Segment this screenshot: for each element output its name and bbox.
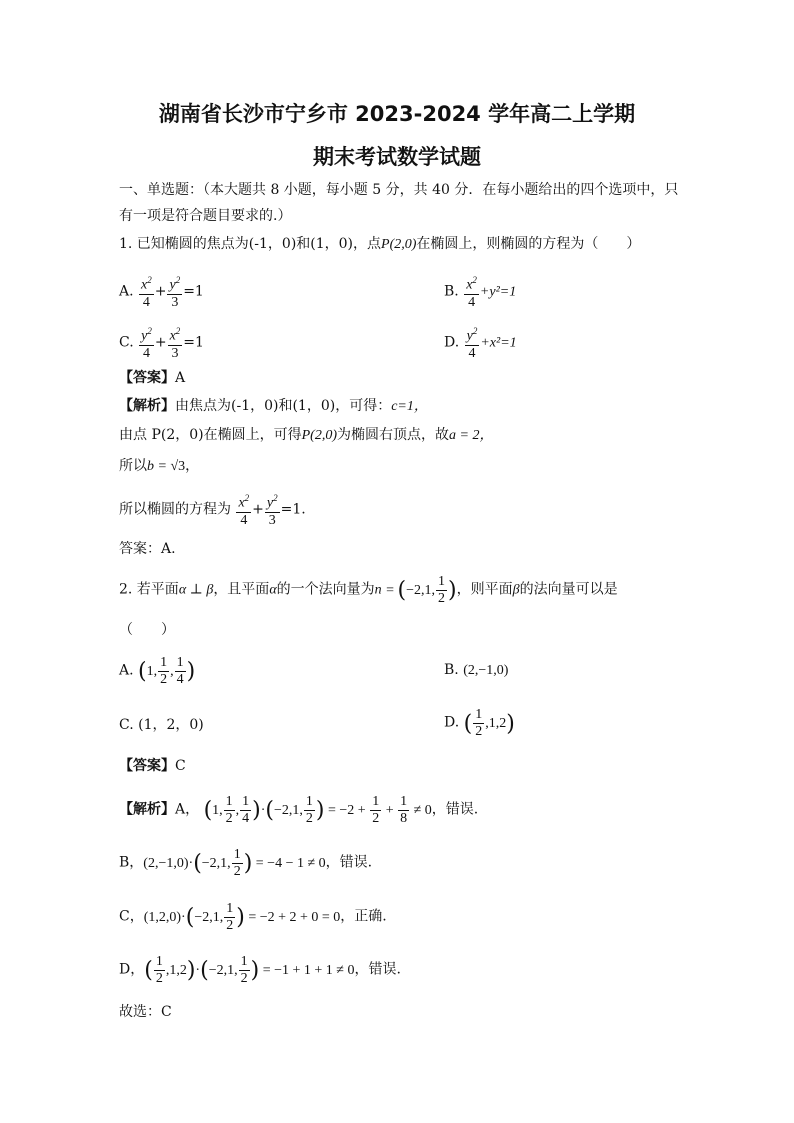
q2-paren: （ ） [119,622,175,638]
option-label: C. [119,334,134,351]
q2-stem: 2. 若平面α ⊥ β，且平面α的一个法向量为n = (−2,1, $\frac{1}{2}$ )，则平面β的法向量可以是 [119,574,618,606]
analysis-math: b = [147,459,171,474]
q1-analysis-line-1 [119,397,428,416]
fraction: $\frac{1}{2}$ [438,574,446,606]
fraction: $\frac{1}{2}$ [160,655,168,687]
fraction: $\frac{y^2}{4}$ [139,323,154,362]
analysis-text: 为椭圆右顶点，故 [337,427,449,443]
stem-text: 的法向量可以是 [519,581,618,598]
analysis-math: a = 2， [449,428,494,443]
fraction: $\frac{y^2}{3}$ [167,272,182,311]
answer-value: C [175,758,186,774]
q2-final: 故选：C [119,1004,172,1020]
stem-text: 2. 若平面 [119,581,179,598]
title-line-2: 期末考试数学试题 [313,145,481,169]
analysis-math: c=1， [391,399,428,414]
fraction: $\frac{x^2}{4}$ [139,272,154,311]
analysis-label: 【解析】 [119,398,175,414]
q2-option-b [444,662,508,679]
q2-option-c [119,716,204,734]
analysis-text: 由点 P(2，0)在椭圆上，可得 [119,427,302,443]
analysis-text: ， [185,458,200,474]
q1-stem [119,235,640,254]
q2-answer [119,757,186,775]
analysis-text: =1. [280,501,306,518]
fraction: $\frac{x^2}{4}$ [464,272,479,311]
analysis-text: ，错误. [325,854,373,871]
option-label: B. [444,283,459,300]
fraction: $\frac{y^2}{4}$ [465,323,480,362]
title-line-1: 湖南省长沙市宁乡市 2023-2024 学年高二上学期 [158,102,636,126]
q2-analysis-c: C，(1,2,0)·(−2,1, $\frac{1}{2}$ ) = −2 + 2 + 0 = 0，正确. [119,901,387,933]
stem-math: α ⊥ β [178,582,214,598]
fraction: $\frac{1}{2}$ [475,707,483,739]
option-label: D. [444,334,460,351]
q2-analysis-a: 【解析】A， (1, $\frac{1}{2}$ , $\frac{1}{4}$ )·(−2,1, $\frac{1}{2}$ ) = −2 + $\frac{1}{2}$ + $\frac{1}{8}$ ≠ 0，错误. [119,794,479,826]
q1-stem-text: 1. 已知椭圆的焦点为(-1，0)和(1，0)，点 [119,236,382,252]
analysis-label: 【解析】 [119,801,175,818]
q1-analysis-line-3 [119,457,199,476]
q2-option-d: D. ( $\frac{1}{2}$ ,1,2) [444,707,515,739]
stem-text: ，且平面 [213,581,270,598]
fraction: $\frac{y^2}{3}$ [265,490,280,529]
fraction: $\frac{x^2}{3}$ [168,323,183,362]
section-header-line-2: 有一项是符合题目要求的.） [119,208,292,224]
fraction: $\frac{1}{4}$ [176,655,184,687]
q1-point: P(2,0) [381,237,417,252]
q1-option-d: D. $\frac{y^2}{4}$ +x²=1 [444,323,517,362]
analysis-text: 所以 [119,458,147,474]
analysis-text: ，错误. [354,961,401,978]
q1-option-c: C. $\frac{y^2}{4}$ + $\frac{x^2}{3}$ =1 [119,323,204,362]
q1-stem-end: 在椭圆上，则椭圆的方程为（ ） [416,236,641,252]
option-label: B. [444,662,459,678]
q1-final: 答案：A. [119,541,176,557]
q2-option-a: A. (1, $\frac{1}{2}$ , $\frac{1}{4}$ ) [119,655,196,687]
option-value: (2,−1,0) [463,663,509,678]
answer-label: 【答案】 [119,370,175,386]
q2-analysis-b: B，(2,−1,0)·(−2,1, $\frac{1}{2}$ ) = −4 − 1 ≠ 0，错误. [119,847,373,879]
normal-vector: n [374,582,382,598]
option-label: A. [119,283,134,300]
answer-label: 【答案】 [119,758,175,774]
analysis-text: 由焦点为(-1，0)和(1，0)，可得： [175,398,392,414]
analysis-text: 所以椭圆的方程为 [119,501,231,518]
analysis-math: P(2,0) [301,428,337,443]
q1-answer [119,369,185,387]
option-label: D. [444,714,460,731]
q1-option-b: B. $\frac{x^2}{4}$ +y²=1 [444,272,516,311]
option-label: A. [119,662,134,679]
q2-analysis-d: D，( $\frac{1}{2}$ ,1,2)·(−2,1, $\frac{1}{2}$ ) = −1 + 1 + 1 ≠ 0，错误. [119,954,401,986]
section-header-line-1: 一、单选题：（本大题共 8 小题，每小题 5 分，共 40 分．在每小题给出的四个选项中，只 [119,182,679,198]
stem-text: ，则平面 [456,581,513,598]
option-value: (1，2，0) [138,717,204,733]
q1-analysis-line-2 [119,426,493,445]
stem-math: α [269,582,277,598]
stem-text: 的一个法向量为 [276,581,375,598]
option-label: C. [119,717,134,733]
stem-math: β [512,582,520,598]
sqrt-expression: √3 [170,459,186,474]
analysis-text: ，错误. [431,801,479,818]
answer-value: A [175,370,186,386]
fraction: $\frac{x^2}{4}$ [236,490,251,529]
q1-option-a: A. $\frac{x^2}{4}$ + $\frac{y^2}{3}$ =1 [119,272,204,311]
q1-analysis-line-4: 所以椭圆的方程为 $\frac{x^2}{4}$ + $\frac{y^2}{3}$ =1. [119,490,306,529]
analysis-text: ，正确. [340,908,387,925]
